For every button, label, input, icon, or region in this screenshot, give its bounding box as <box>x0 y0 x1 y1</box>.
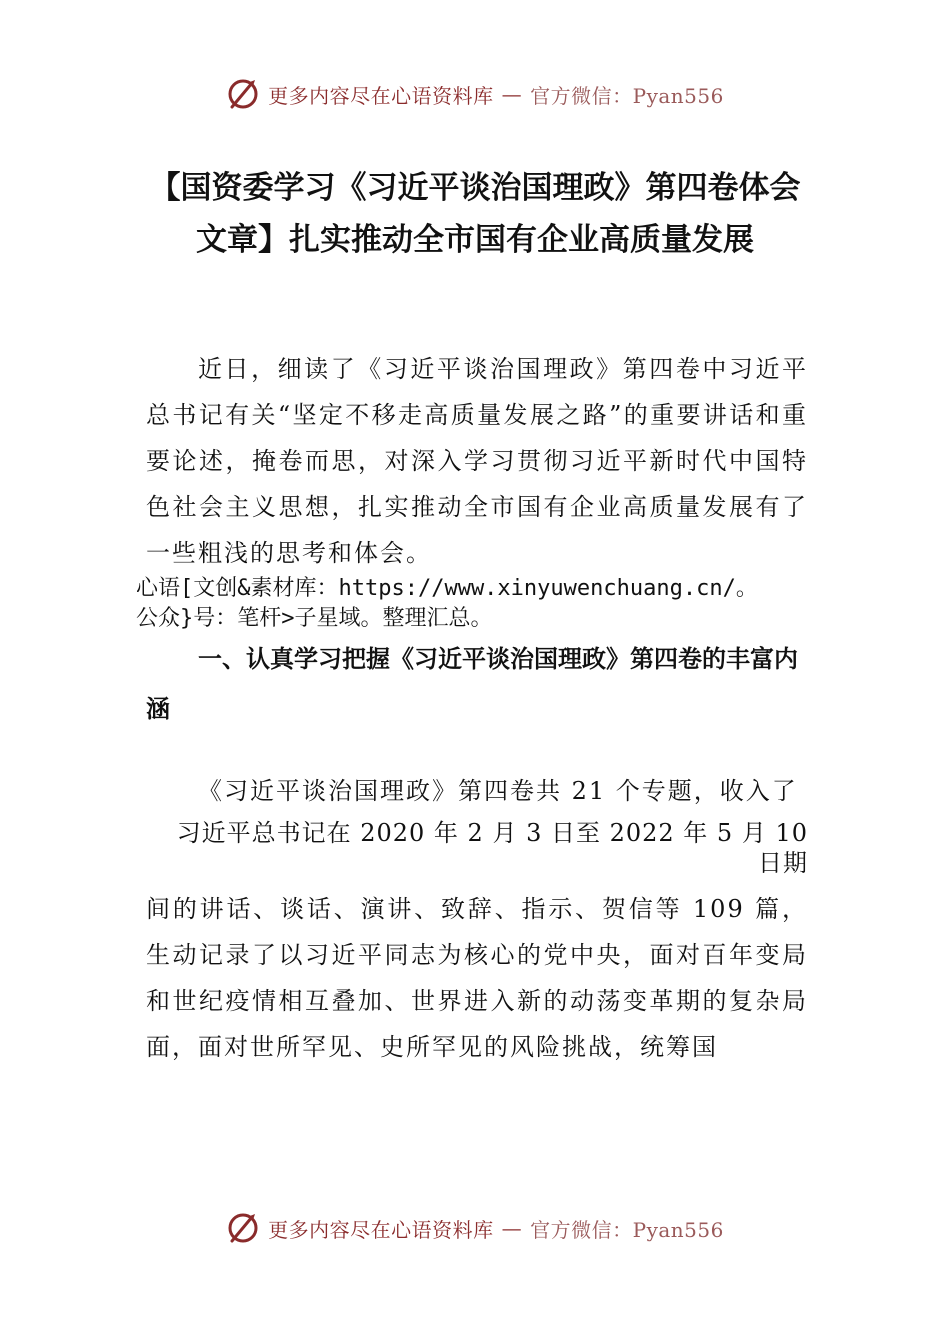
source-note-line-2: 公众}号：笔杆>子星域。整理汇总。 <box>136 606 493 631</box>
document-title: 【国资委学习《习近平谈治国理政》第四卷体会文章】扎实推动全市国有企业高质量发展 <box>149 170 801 258</box>
body-paragraph-continued: 间的讲话、谈话、演讲、致辞、指示、贺信等 109 篇，生动记录了以习近平同志为核心的党中央，面对百年变局和世纪疫情相互叠加、世界进入新的动荡变革期的复杂局面，面对世所罕见、史所罕见的风险挑战，统筹国 <box>146 895 808 1061</box>
watermark-contact: 官方微信：Pyan556 <box>530 83 724 108</box>
source-note <box>136 574 826 634</box>
body-paragraph-line-3: 日期 <box>758 849 808 877</box>
source-note-line-1: 心语[文创&素材库：https://www.xinyuwenchuang.cn/。 <box>136 576 758 601</box>
header-watermark <box>0 74 950 114</box>
pen-logo-icon <box>226 77 260 111</box>
body-paragraph-line-2: 习近平总书记在 2020 年 2 月 3 日至 2022 年 5 月 10 <box>176 819 808 847</box>
watermark-separator: — <box>501 1216 523 1240</box>
body-paragraph-line-1: 《习近平谈治国理政》第四卷共 21 个专题，收入了 <box>198 777 798 805</box>
watermark-text: 更多内容尽在心语资料库 <box>268 1217 494 1242</box>
watermark-text: 更多内容尽在心语资料库 <box>268 83 494 108</box>
pen-logo-icon <box>226 1211 260 1245</box>
intro-paragraph: 近日，细读了《习近平谈治国理政》第四卷中习近平总书记有关“坚定不移走高质量发展之路”的重要讲话和重要论述，掩卷而思，对深入学习贯彻习近平新时代中国特色社会主义思想，扎实推动全市国有企业高质量发展有了一些粗浅的思考和体会。 <box>146 355 808 567</box>
watermark-separator: — <box>501 82 523 106</box>
footer-watermark <box>0 1208 950 1248</box>
section-heading: 一、认真学习把握《习近平谈治国理政》第四卷的丰富内涵 <box>146 645 798 723</box>
watermark-contact: 官方微信：Pyan556 <box>530 1217 724 1242</box>
